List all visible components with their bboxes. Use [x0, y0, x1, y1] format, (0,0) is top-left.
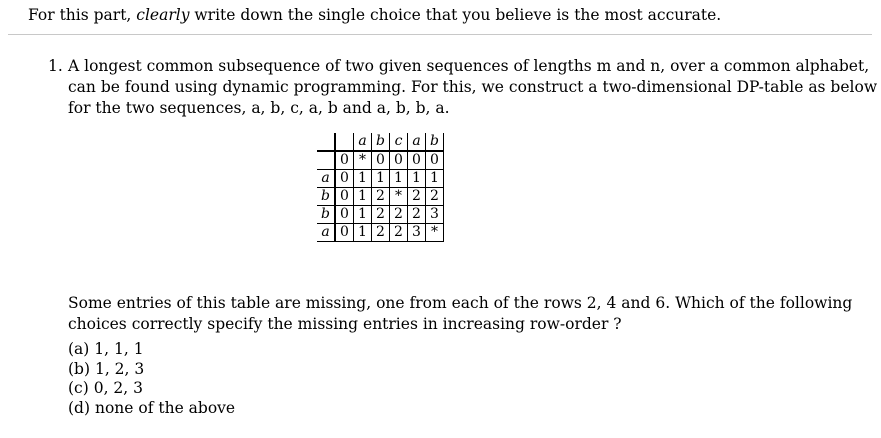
- dp-cell: 2: [390, 206, 408, 224]
- dp-cell: 3: [408, 224, 426, 242]
- dp-table-container: [317, 133, 444, 242]
- dp-row: [317, 151, 444, 170]
- dp-header-cell: c: [390, 133, 408, 151]
- dp-cell: 0: [335, 206, 354, 224]
- dp-cell: 1: [354, 206, 372, 224]
- dp-header-cell: a: [354, 133, 372, 151]
- question-text: [68, 56, 878, 119]
- dp-row: [317, 206, 444, 224]
- dp-cell: 0: [335, 151, 354, 170]
- dp-cell: 0: [426, 151, 444, 170]
- dp-cell: 0: [335, 224, 354, 242]
- instruction-before: For this part,: [28, 6, 137, 24]
- dp-cell: *: [426, 224, 444, 242]
- dp-row: [317, 170, 444, 188]
- instruction-emphasis: clearly: [136, 6, 190, 24]
- choice-d: [68, 399, 235, 419]
- choice-key: (c): [68, 379, 89, 397]
- dp-row: [317, 224, 444, 242]
- choice-key: (d): [68, 398, 91, 417]
- dp-cell: 1: [426, 170, 444, 188]
- section-divider: [8, 34, 872, 35]
- dp-cell: 3: [426, 206, 444, 224]
- question-line-2: can be found using dynamic programming. For this, we construct a two-dimensional DP-table as below: [68, 78, 878, 96]
- dp-header-row: [317, 133, 444, 151]
- dp-cell: 2: [408, 206, 426, 224]
- choice-key: (a): [68, 340, 90, 358]
- choice-text: 0, 2, 3: [93, 379, 144, 397]
- dp-row: [317, 188, 444, 206]
- dp-row-label: a: [317, 224, 335, 242]
- question-line-1: A longest common subsequence of two given sequences of lengths m and n, over a common alphabet,: [68, 57, 870, 75]
- choice-a: [68, 340, 235, 360]
- choice-text: 1, 2, 3: [94, 359, 145, 378]
- dp-cell: 0: [390, 151, 408, 170]
- dp-cell: 1: [354, 224, 372, 242]
- dp-cell: 1: [390, 170, 408, 188]
- choice-text: none of the above: [94, 398, 236, 417]
- dp-cell: 1: [372, 170, 390, 188]
- instruction-text: [28, 4, 721, 26]
- dp-cell: 2: [372, 206, 390, 224]
- dp-cell: 2: [408, 188, 426, 206]
- dp-header-cell: [335, 133, 354, 151]
- dp-cell: 1: [354, 170, 372, 188]
- dp-header-cell: a: [408, 133, 426, 151]
- choice-b: [68, 360, 235, 380]
- paragraph-line-2: choices correctly specify the missing entries in increasing row-order ?: [68, 315, 622, 333]
- question-line-3: for the two sequences, a, b, c, a, b and a, b, b, a.: [68, 99, 450, 117]
- dp-row-label: b: [317, 188, 335, 206]
- choice-text: 1, 1, 1: [94, 340, 144, 358]
- choice-c: [68, 379, 235, 399]
- dp-cell: 0: [408, 151, 426, 170]
- dp-cell: 2: [390, 224, 408, 242]
- dp-cell: 0: [372, 151, 390, 170]
- missing-entries-paragraph: [68, 293, 852, 335]
- paragraph-line-1: Some entries of this table are missing, one from each of the rows 2, 4 and 6. Which of the following: [68, 294, 853, 312]
- dp-table: [317, 133, 444, 242]
- dp-cell: 0: [335, 170, 354, 188]
- dp-row-label: [317, 151, 335, 170]
- dp-cell: 2: [372, 224, 390, 242]
- dp-cell: *: [390, 188, 408, 206]
- dp-cell: 2: [426, 188, 444, 206]
- dp-header-cell: b: [426, 133, 444, 151]
- dp-cell: 1: [408, 170, 426, 188]
- dp-header-cell: b: [372, 133, 390, 151]
- dp-cell: 1: [354, 188, 372, 206]
- instruction-after: write down the single choice that you believe is the most accurate.: [189, 6, 722, 24]
- dp-cell: 0: [335, 188, 354, 206]
- dp-header-cell: [317, 133, 335, 151]
- dp-cell: *: [354, 151, 372, 170]
- dp-cell: 2: [372, 188, 390, 206]
- dp-row-label: a: [317, 170, 335, 188]
- dp-row-label: b: [317, 206, 335, 224]
- choices-list: [68, 340, 235, 418]
- choice-key: (b): [68, 359, 91, 378]
- question-number: 1.: [48, 57, 63, 75]
